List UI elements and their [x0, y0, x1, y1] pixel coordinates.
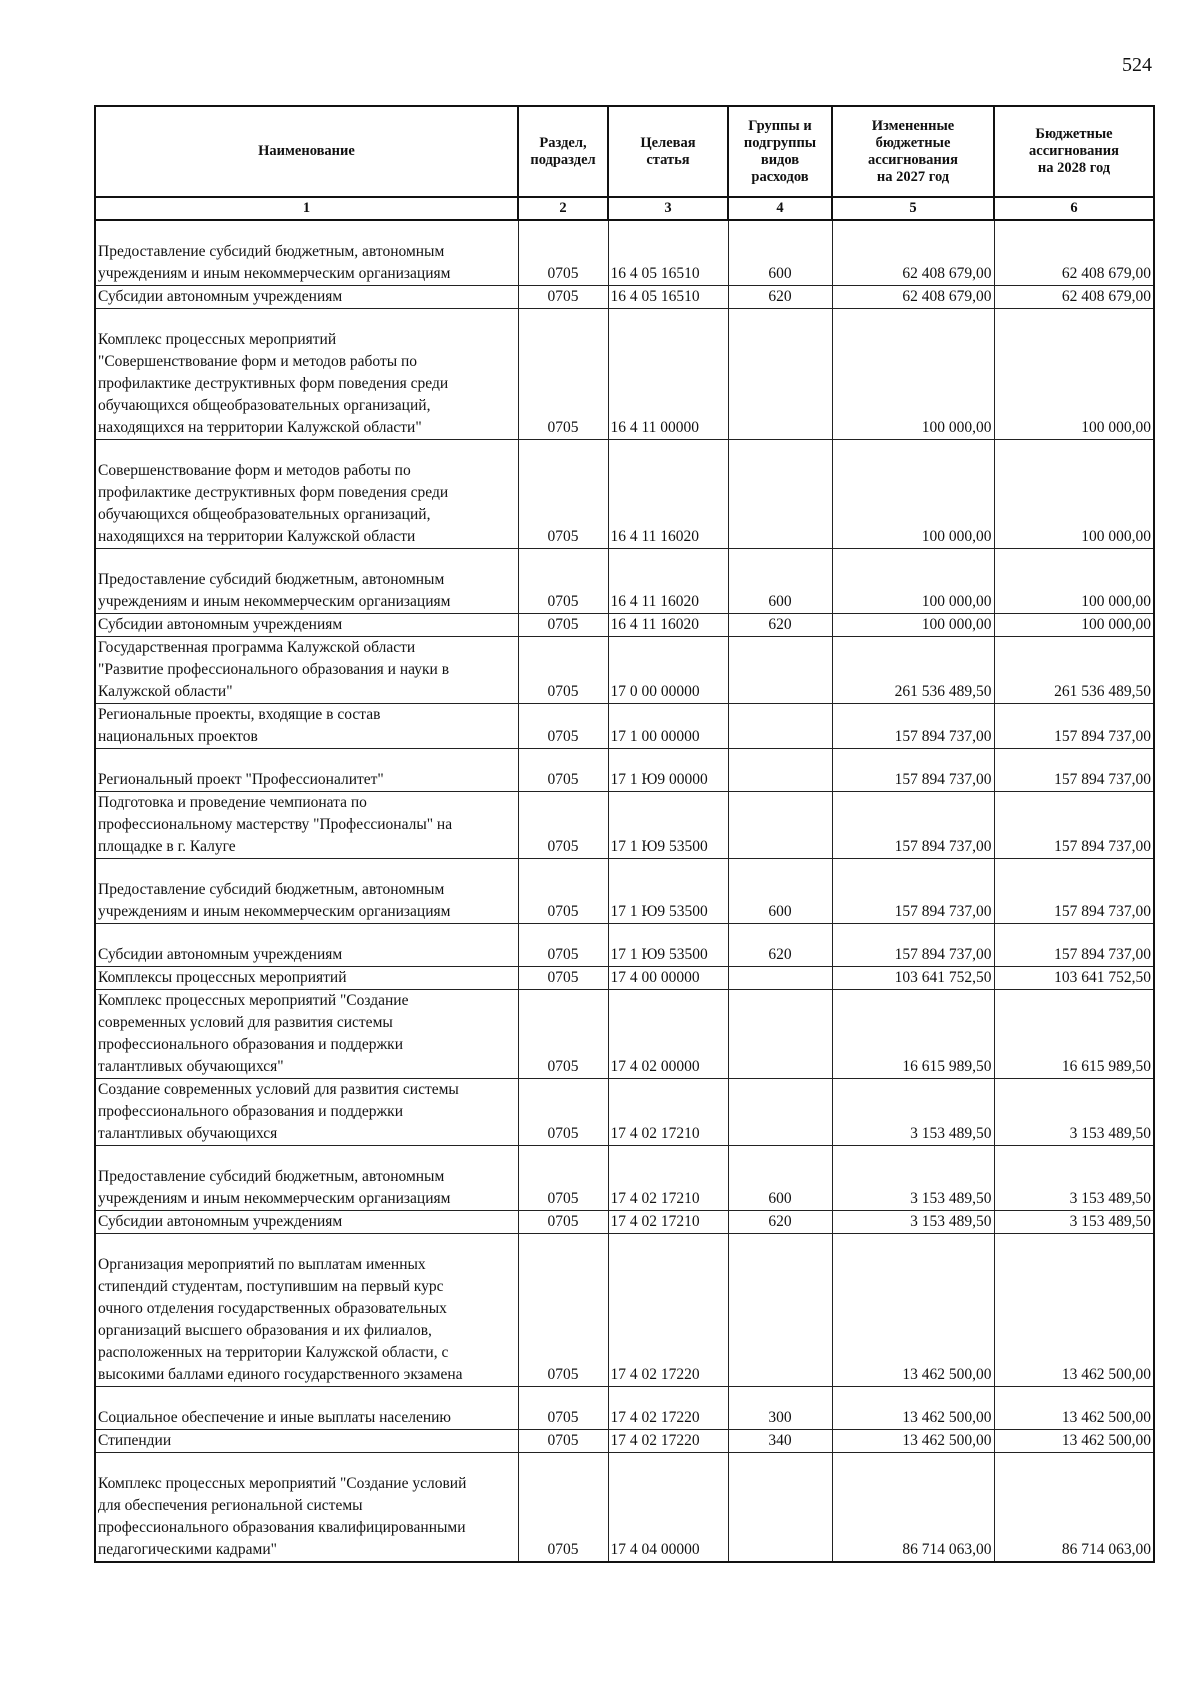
- row-name: Комплексы процессных мероприятий: [95, 967, 518, 990]
- header-amount-2028: Бюджетные ассигнования на 2028 год: [994, 106, 1154, 197]
- row-amount-2027: 157 894 737,00: [832, 859, 994, 924]
- row-group: [728, 1234, 832, 1387]
- table-row: [95, 549, 1154, 614]
- row-target: 16 4 11 00000: [608, 309, 728, 440]
- row-section: 0705: [518, 549, 608, 614]
- row-name: Создание современных условий для развития системы профессионального образования и поддержки талантливых обучающихся: [95, 1079, 518, 1146]
- table-row: [95, 1211, 1154, 1234]
- row-section: 0705: [518, 1146, 608, 1211]
- row-group: 600: [728, 1146, 832, 1211]
- row-section: 0705: [518, 967, 608, 990]
- row-amount-2028: 3 153 489,50: [994, 1079, 1154, 1146]
- row-target: 16 4 11 16020: [608, 614, 728, 637]
- row-name: Комплекс процессных мероприятий "Создание условий для обеспечения региональной системы профессионального образования квалифицированными педагогическими кадрами": [95, 1453, 518, 1563]
- table-row: [95, 1430, 1154, 1453]
- column-number: 4: [728, 197, 832, 220]
- row-section: 0705: [518, 924, 608, 967]
- row-group: 340: [728, 1430, 832, 1453]
- column-number: 2: [518, 197, 608, 220]
- row-section: 0705: [518, 859, 608, 924]
- row-section: 0705: [518, 1079, 608, 1146]
- row-amount-2028: 100 000,00: [994, 440, 1154, 549]
- table-row: [95, 614, 1154, 637]
- table-row: [95, 990, 1154, 1079]
- row-section: 0705: [518, 309, 608, 440]
- row-amount-2027: 13 462 500,00: [832, 1387, 994, 1430]
- row-amount-2028: 261 536 489,50: [994, 637, 1154, 704]
- table-row: [95, 220, 1154, 286]
- header-target: Целевая статья: [608, 106, 728, 197]
- table-row: [95, 1146, 1154, 1211]
- row-group: [728, 440, 832, 549]
- row-amount-2027: 261 536 489,50: [832, 637, 994, 704]
- row-amount-2027: 86 714 063,00: [832, 1453, 994, 1563]
- row-target: 17 0 00 00000: [608, 637, 728, 704]
- row-amount-2028: 157 894 737,00: [994, 859, 1154, 924]
- row-target: 17 1 00 00000: [608, 704, 728, 749]
- row-section: 0705: [518, 990, 608, 1079]
- row-group: 600: [728, 549, 832, 614]
- budget-table: [94, 105, 1155, 1563]
- row-name: Субсидии автономным учреждениям: [95, 924, 518, 967]
- row-target: 17 4 02 00000: [608, 990, 728, 1079]
- row-amount-2028: 157 894 737,00: [994, 792, 1154, 859]
- column-number: 1: [95, 197, 518, 220]
- row-name: Предоставление субсидий бюджетным, автономным учреждениям и иным некоммерческим организациям: [95, 220, 518, 286]
- row-target: 17 4 04 00000: [608, 1453, 728, 1563]
- row-amount-2028: 100 000,00: [994, 309, 1154, 440]
- row-name: Комплекс процессных мероприятий "Создание современных условий для развития системы профессионального образования и поддержки талантливых обучающихся": [95, 990, 518, 1079]
- row-target: 17 4 02 17220: [608, 1387, 728, 1430]
- table-row: [95, 440, 1154, 549]
- row-group: [728, 1453, 832, 1563]
- table-row: [95, 749, 1154, 792]
- row-target: 16 4 05 16510: [608, 286, 728, 309]
- row-name: Субсидии автономным учреждениям: [95, 1211, 518, 1234]
- row-amount-2028: 86 714 063,00: [994, 1453, 1154, 1563]
- row-amount-2028: 100 000,00: [994, 549, 1154, 614]
- row-section: 0705: [518, 792, 608, 859]
- row-target: 17 1 Ю9 53500: [608, 924, 728, 967]
- row-amount-2027: 157 894 737,00: [832, 792, 994, 859]
- row-target: 17 4 00 00000: [608, 967, 728, 990]
- row-section: 0705: [518, 1211, 608, 1234]
- row-amount-2028: 3 153 489,50: [994, 1146, 1154, 1211]
- row-group: 620: [728, 924, 832, 967]
- row-section: 0705: [518, 1430, 608, 1453]
- row-amount-2028: 16 615 989,50: [994, 990, 1154, 1079]
- header-amount-2027: Измененные бюджетные ассигнования на 2027 год: [832, 106, 994, 197]
- row-amount-2027: 3 153 489,50: [832, 1211, 994, 1234]
- row-amount-2028: 13 462 500,00: [994, 1430, 1154, 1453]
- row-amount-2027: 16 615 989,50: [832, 990, 994, 1079]
- row-target: 17 4 02 17210: [608, 1211, 728, 1234]
- row-amount-2028: 157 894 737,00: [994, 749, 1154, 792]
- row-target: 17 1 Ю9 00000: [608, 749, 728, 792]
- row-name: Предоставление субсидий бюджетным, автономным учреждениям и иным некоммерческим организациям: [95, 549, 518, 614]
- row-amount-2028: 13 462 500,00: [994, 1234, 1154, 1387]
- column-number: 3: [608, 197, 728, 220]
- row-group: 620: [728, 1211, 832, 1234]
- table-row: [95, 1387, 1154, 1430]
- header-name: Наименование: [95, 106, 518, 197]
- row-amount-2028: 103 641 752,50: [994, 967, 1154, 990]
- row-amount-2027: 100 000,00: [832, 549, 994, 614]
- table-row: [95, 704, 1154, 749]
- row-name: Предоставление субсидий бюджетным, автономным учреждениям и иным некоммерческим организациям: [95, 859, 518, 924]
- row-amount-2027: 157 894 737,00: [832, 924, 994, 967]
- row-name: Социальное обеспечение и иные выплаты населению: [95, 1387, 518, 1430]
- row-group: 620: [728, 614, 832, 637]
- row-target: 16 4 05 16510: [608, 220, 728, 286]
- table-row: [95, 1453, 1154, 1563]
- row-group: 600: [728, 859, 832, 924]
- table-row: [95, 967, 1154, 990]
- row-section: 0705: [518, 1453, 608, 1563]
- row-section: 0705: [518, 1387, 608, 1430]
- column-number-row: [95, 197, 1154, 220]
- row-name: Субсидии автономным учреждениям: [95, 614, 518, 637]
- row-amount-2027: 100 000,00: [832, 309, 994, 440]
- row-name: Государственная программа Калужской области "Развитие профессионального образования и науки в Калужской области": [95, 637, 518, 704]
- row-section: 0705: [518, 1234, 608, 1387]
- page-number: 524: [1122, 54, 1152, 76]
- row-group: [728, 792, 832, 859]
- row-target: 17 1 Ю9 53500: [608, 859, 728, 924]
- row-section: 0705: [518, 749, 608, 792]
- row-amount-2028: 3 153 489,50: [994, 1211, 1154, 1234]
- row-group: 300: [728, 1387, 832, 1430]
- row-group: 600: [728, 220, 832, 286]
- row-section: 0705: [518, 704, 608, 749]
- row-target: 17 1 Ю9 53500: [608, 792, 728, 859]
- header-row: [95, 106, 1154, 197]
- header-section: Раздел, подраздел: [518, 106, 608, 197]
- row-section: 0705: [518, 614, 608, 637]
- row-target: 17 4 02 17220: [608, 1430, 728, 1453]
- row-name: Подготовка и проведение чемпионата по профессиональному мастерству "Профессионалы" на площадке в г. Калуге: [95, 792, 518, 859]
- row-group: [728, 704, 832, 749]
- table-body: [95, 220, 1154, 1562]
- row-group: [728, 967, 832, 990]
- row-group: 620: [728, 286, 832, 309]
- row-name: Комплекс процессных мероприятий "Совершенствование форм и методов работы по профилактике деструктивных форм поведения среди обучающихся общеобразовательных организаций, находящихся на территории Калужской области": [95, 309, 518, 440]
- row-group: [728, 637, 832, 704]
- table-row: [95, 1234, 1154, 1387]
- row-amount-2028: 157 894 737,00: [994, 704, 1154, 749]
- row-name: Субсидии автономным учреждениям: [95, 286, 518, 309]
- row-amount-2028: 13 462 500,00: [994, 1387, 1154, 1430]
- row-amount-2027: 103 641 752,50: [832, 967, 994, 990]
- table-row: [95, 792, 1154, 859]
- row-group: [728, 990, 832, 1079]
- row-amount-2027: 62 408 679,00: [832, 220, 994, 286]
- row-amount-2028: 157 894 737,00: [994, 924, 1154, 967]
- row-section: 0705: [518, 286, 608, 309]
- row-amount-2027: 13 462 500,00: [832, 1234, 994, 1387]
- table-row: [95, 924, 1154, 967]
- row-group: [728, 309, 832, 440]
- row-section: 0705: [518, 440, 608, 549]
- row-name: Совершенствование форм и методов работы по профилактике деструктивных форм поведения среди обучающихся общеобразовательных организаций, находящихся на территории Калужской области: [95, 440, 518, 549]
- table-row: [95, 309, 1154, 440]
- header-group: Группы и подгруппы видов расходов: [728, 106, 832, 197]
- row-amount-2028: 62 408 679,00: [994, 220, 1154, 286]
- row-name: Организация мероприятий по выплатам именных стипендий студентам, поступившим на первый курс очного отделения государственных образовательных организаций высшего образования и их филиалов, расположенных на территории Калужской области, с высокими баллами единого государственного экзамена: [95, 1234, 518, 1387]
- row-amount-2027: 3 153 489,50: [832, 1146, 994, 1211]
- row-group: [728, 749, 832, 792]
- row-amount-2028: 100 000,00: [994, 614, 1154, 637]
- row-name: Региональные проекты, входящие в состав национальных проектов: [95, 704, 518, 749]
- column-number: 6: [994, 197, 1154, 220]
- row-group: [728, 1079, 832, 1146]
- row-amount-2027: 3 153 489,50: [832, 1079, 994, 1146]
- row-target: 17 4 02 17220: [608, 1234, 728, 1387]
- row-name: Региональный проект "Профессионалитет": [95, 749, 518, 792]
- row-name: Стипендии: [95, 1430, 518, 1453]
- column-number: 5: [832, 197, 994, 220]
- row-amount-2027: 62 408 679,00: [832, 286, 994, 309]
- row-name: Предоставление субсидий бюджетным, автономным учреждениям и иным некоммерческим организациям: [95, 1146, 518, 1211]
- table-row: [95, 1079, 1154, 1146]
- row-target: 16 4 11 16020: [608, 440, 728, 549]
- row-amount-2027: 100 000,00: [832, 614, 994, 637]
- table-row: [95, 286, 1154, 309]
- table-row: [95, 859, 1154, 924]
- row-section: 0705: [518, 637, 608, 704]
- row-amount-2027: 157 894 737,00: [832, 704, 994, 749]
- row-amount-2027: 100 000,00: [832, 440, 994, 549]
- row-target: 17 4 02 17210: [608, 1079, 728, 1146]
- row-amount-2028: 62 408 679,00: [994, 286, 1154, 309]
- row-amount-2027: 13 462 500,00: [832, 1430, 994, 1453]
- row-target: 17 4 02 17210: [608, 1146, 728, 1211]
- row-section: 0705: [518, 220, 608, 286]
- row-target: 16 4 11 16020: [608, 549, 728, 614]
- table-row: [95, 637, 1154, 704]
- row-amount-2027: 157 894 737,00: [832, 749, 994, 792]
